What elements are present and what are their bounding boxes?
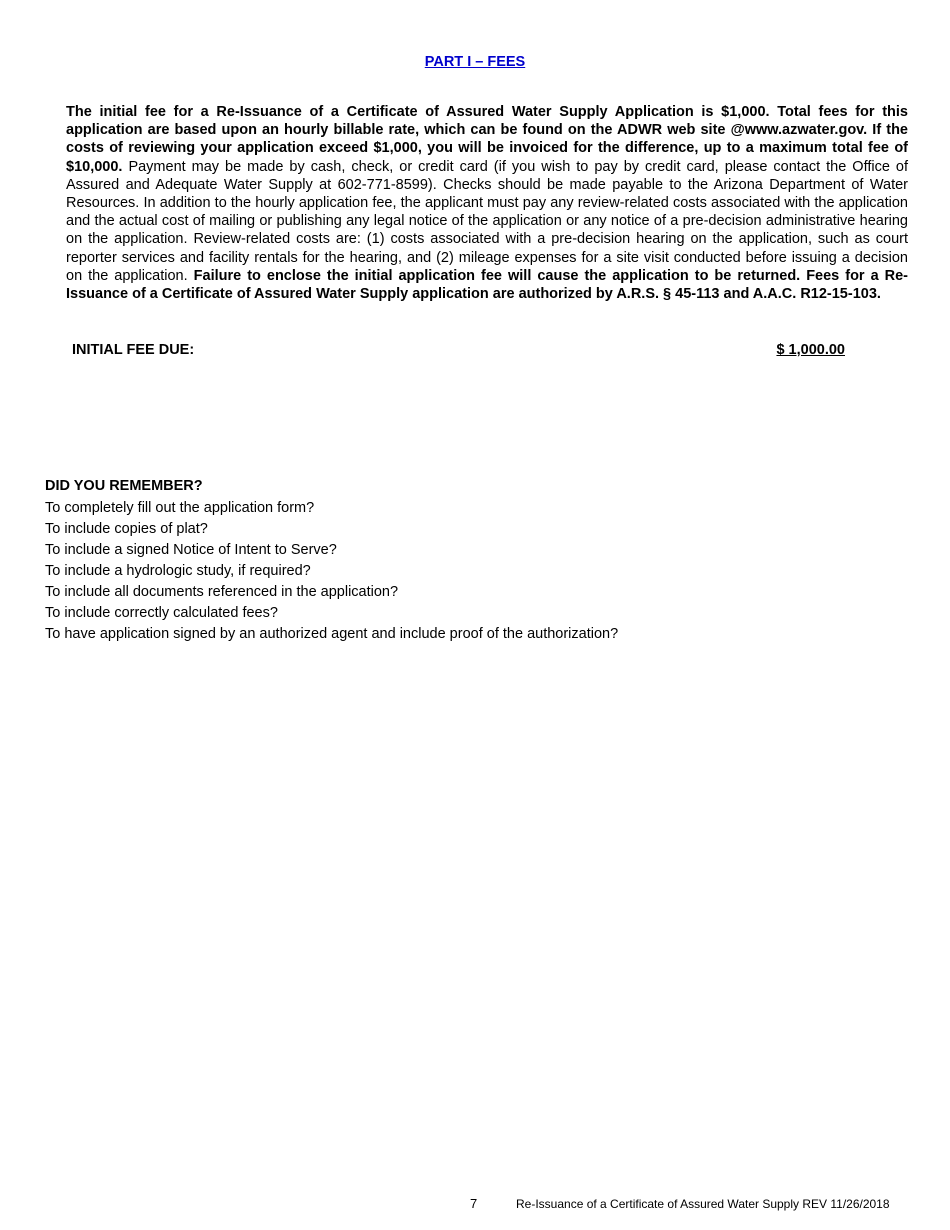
reminder-item: To include all documents referenced in the application? xyxy=(45,584,399,600)
reminder-item: To include copies of plat? xyxy=(45,521,208,537)
reminder-heading: DID YOU REMEMBER? xyxy=(45,478,203,494)
reminder-item: To have application signed by an authorized agent and include proof of the authorization? xyxy=(45,626,619,642)
fee-description-paragraph xyxy=(66,103,908,303)
footer-document-title: Re-Issuance of a Certificate of Assured Water Supply REV 11/26/2018 xyxy=(516,1197,890,1211)
reminder-item: To include a signed Notice of Intent to Serve? xyxy=(45,542,337,558)
section-title[interactable]: PART I – FEES xyxy=(424,54,526,70)
reminder-item: To include correctly calculated fees? xyxy=(45,605,278,621)
reminder-item: To include a hydrologic study, if required? xyxy=(45,563,311,579)
fee-body-text: Payment may be made by cash, check, or credit card (if you wish to pay by credit card, please contact the Office of Assured and Adequate Water Supply at 602-771-8599). Checks should be made payable to the Arizona Department of Water Resources. In addition to the hourly application fee, the applicant must pay any review-related costs associated with the application and the actual cost of mailing or publishing any legal notice of the application or any notice of a pre-decision administrative hearing on the application. Review-related costs are: (1) costs associated with a pre-decision hearing on the application, such as court reporter services and facility rentals for the hearing, and (2) mileage expenses for a site visit conducted before issuing a decision on the application. xyxy=(66,158,908,284)
reminder-checklist xyxy=(45,477,905,645)
initial-fee-amount: $ 1,000.00 xyxy=(776,342,845,358)
reminder-item: To completely fill out the application form? xyxy=(45,500,315,516)
page-number: 7 xyxy=(470,1196,478,1211)
initial-fee-label: INITIAL FEE DUE: xyxy=(72,342,195,358)
fee-closing-bold: Failure to enclose the initial application fee will cause the application to be returned. Fees for a Re-Issuance of a Certificate of Assured Water Supply application are authorized by A.R.S. § 45-113 and A.A.C. R12-15-103. xyxy=(66,267,909,303)
fee-intro-bold: The initial fee for a Re-Issuance of a Certificate of Assured Water Supply Application is $1,000. Total fees for this application are based upon an hourly billable rate, which can be found on the ADWR web site @www.azwater.gov. If the costs of reviewing your application exceed $1,000, you will be invoiced for the difference, up to a maximum total fee of $10,000. xyxy=(66,104,908,175)
